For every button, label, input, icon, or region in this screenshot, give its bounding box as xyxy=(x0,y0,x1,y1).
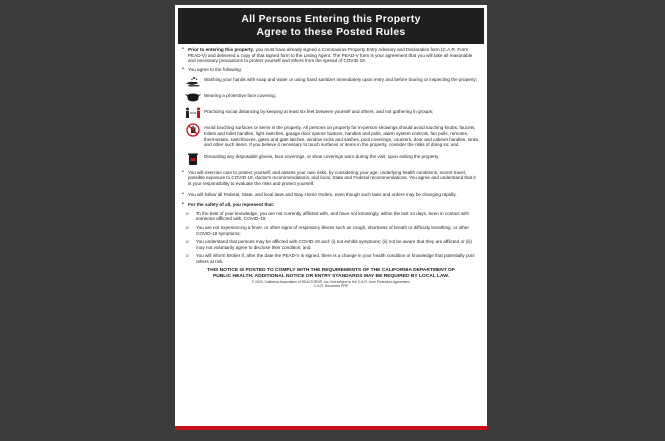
red-footer-bar xyxy=(175,426,487,430)
rule-item xyxy=(182,91,480,103)
title-line-1: All Persons Entering this Property xyxy=(241,14,421,25)
rule-item xyxy=(182,75,480,87)
social-distancing-icon xyxy=(182,107,204,119)
care-paragraph: • You will exercise care to protect yourself, and assess your own risks, by considering your age, underlying health conditions, recent travel, possible exposure to COVID-19, doctor's recommendations, and local, State and Federal recommendations. You agree and understand that it is your responsibility to evaluate the risks and protect yourself. xyxy=(182,170,480,187)
rule-text: Washing your hands with soap and water or using hand sanitizer immediately upon entry and before touring or inspecting the property; xyxy=(204,77,478,83)
title-banner xyxy=(178,8,484,44)
agree-heading: • You agree to the following: xyxy=(182,67,480,73)
rule-item xyxy=(182,152,480,166)
notice-body xyxy=(182,47,480,288)
representation-item: o You understand that persons may be afflicted with COVID-19 and: (i) not exhibit symptoms; (ii) not be aware that they are afflicted or (iii) may not voluntarily agree to disclose their condition; and xyxy=(182,239,480,250)
rule-text: Discarding any disposable gloves, face coverings, or shoe coverings worn during the visit, upon exiting the property. xyxy=(204,153,440,159)
compliance-notice xyxy=(182,268,480,280)
compliance-line-1: THIS NOTICE IS POSTED TO COMPLY WITH THE REQUIREMENTS OF THE CALIFORNIA DEPARTMENT OF xyxy=(207,268,455,274)
title-line-2: Agree to these Posted Rules xyxy=(256,27,406,38)
intro-text: , you must have already signed a Coronavirus Property Entry Advisory and Declaration form (C.A.R. Form PEAD-V) and delivered a copy of that signed form to the Listing Agent. The PEAD-V form is your agreement that you will take all reasonable and necessary precautions to protect yourself and others from the spread of COVID-19. xyxy=(188,47,473,64)
rule-item xyxy=(182,107,480,119)
rule-text: Avoid touching surfaces or items in the property. All persons on property for in-person showings should avoid touching knobs, faucets, toilets and toilet handles, light switches, garage door opener buttons, handles and pulls, alarm system controls, fan pulls, remotes, thermostats, switchboxes, gates and gate latches, window locks and sashes, pool coverings, counters, door and cabinet handles, sinks, and other such items. If you believe it necessary to touch surfaces or items in the property, consider the risks of doing so; and xyxy=(204,125,480,148)
compliance-line-2: PUBLIC HEALTH. ADDITIONAL NOTICE OR ENTRY STANDARDS MAY BE REQUIRED BY LOCAL LAW. xyxy=(212,274,450,280)
representation-item: o To the best of your knowledge, you are not currently afflicted with, and have not knowingly, within the last 14 days, been in contact with someone afflicted with, COVID-19; xyxy=(182,211,480,222)
disposal-bin-icon xyxy=(182,152,204,166)
intro-paragraph xyxy=(182,47,480,64)
rule-text: Wearing a protective face covering; xyxy=(204,93,276,99)
intro-bold: Prior to entering this property xyxy=(188,47,254,52)
representation-item: o You are not experiencing a fever, or other signs of respiratory illness such as cough, shortness of breath or difficulty breathing, or other COVID-19 symptoms; xyxy=(182,225,480,236)
document-id: C.A.R. Document PRE xyxy=(313,284,349,289)
rule-item xyxy=(182,123,480,147)
representation-item: o You will inform Broker if, after the date the PEAD-V is signed, there is a change in your health condition or knowledge that potentially puts others at risk. xyxy=(182,253,480,264)
notice-document xyxy=(175,5,487,430)
no-touch-icon xyxy=(182,123,204,137)
orders-paragraph: • You will follow all Federal, State, and local laws and Stay Home Orders, even though such laws and orders may be changing rapidly. xyxy=(182,192,480,198)
represent-heading: • For the safety of all, you represent that: xyxy=(182,202,480,208)
rule-text: Practicing social distancing by keeping at least six feet between yourself and others, and not gathering in groups; xyxy=(204,109,434,115)
face-mask-icon xyxy=(182,91,204,103)
hand-washing-icon xyxy=(182,75,204,87)
copyright-line: © 2020, California Association of REALTORS®, Inc. Not subject to the C.A.R. User Protection Agreement. xyxy=(251,280,411,285)
